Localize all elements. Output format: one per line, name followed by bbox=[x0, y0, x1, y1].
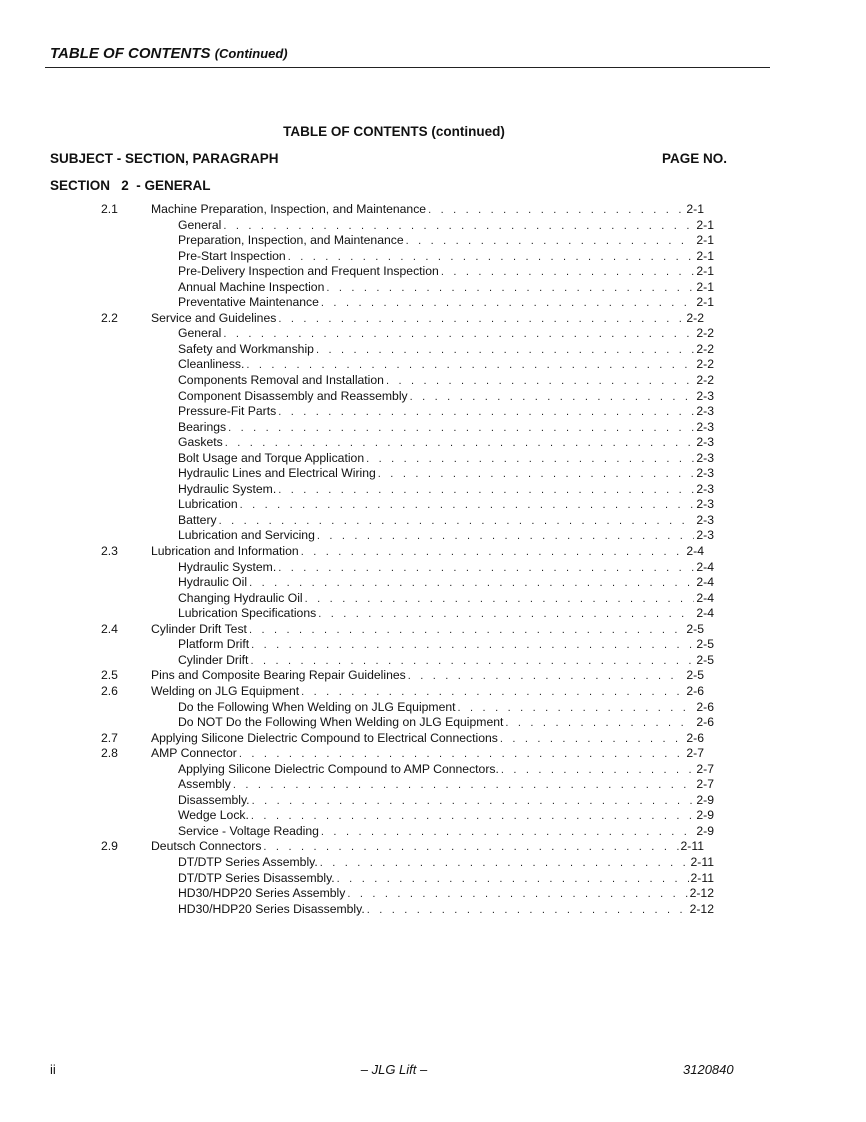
dot-leader bbox=[408, 669, 685, 685]
dot-leader bbox=[278, 312, 684, 328]
running-header bbox=[50, 45, 288, 62]
toc-entry-link[interactable] bbox=[178, 295, 714, 312]
toc-row bbox=[0, 342, 866, 358]
toc-entry-title: Service and Guidelines bbox=[151, 310, 277, 325]
toc-row bbox=[0, 886, 866, 902]
toc-section-number: 2.2 bbox=[101, 310, 118, 325]
toc-row bbox=[0, 513, 866, 529]
toc-list bbox=[0, 202, 866, 917]
footer-doc-number: 3120840 bbox=[683, 1062, 734, 1077]
toc-section-number: 2.9 bbox=[101, 839, 118, 854]
toc-entry-link[interactable] bbox=[178, 280, 714, 297]
footer-brand: – JLG Lift – bbox=[360, 1062, 428, 1077]
toc-entry-title: Cleanliness. bbox=[178, 357, 245, 372]
toc-row bbox=[0, 357, 866, 373]
toc-page-number: 2-2 bbox=[696, 373, 714, 388]
toc-page-number: 2-1 bbox=[686, 202, 704, 216]
toc-entry-link[interactable] bbox=[178, 653, 714, 670]
toc-row bbox=[0, 622, 866, 638]
toc-row bbox=[0, 684, 866, 700]
dot-leader bbox=[263, 840, 678, 856]
toc-entry-link[interactable] bbox=[178, 606, 714, 623]
toc-entry-title: Bearings bbox=[178, 419, 227, 434]
toc-entry-title: Hydraulic System. bbox=[178, 481, 277, 496]
toc-page-number: 2-3 bbox=[696, 497, 714, 512]
toc-page-number: 2-3 bbox=[696, 404, 714, 419]
toc-row bbox=[0, 777, 866, 793]
toc-entry-link[interactable] bbox=[178, 855, 714, 872]
toc-entry-title: Changing Hydraulic Oil bbox=[178, 590, 303, 605]
dot-leader bbox=[225, 436, 695, 452]
toc-page-number: 2-5 bbox=[696, 637, 714, 652]
toc-page-number: 2-1 bbox=[696, 248, 714, 263]
toc-row bbox=[0, 855, 866, 871]
toc-row bbox=[0, 606, 866, 622]
toc-page-number: 2-3 bbox=[696, 528, 714, 543]
toc-entry-title: Disassembly. bbox=[178, 792, 250, 807]
toc-entry-link[interactable] bbox=[178, 886, 714, 903]
toc-entry-link[interactable] bbox=[178, 249, 714, 266]
toc-row bbox=[0, 466, 866, 482]
dot-leader bbox=[386, 374, 694, 390]
toc-page-number: 2-9 bbox=[696, 792, 714, 807]
toc-entry-link[interactable] bbox=[178, 420, 714, 437]
toc-row bbox=[0, 871, 866, 887]
toc-entry-link[interactable] bbox=[178, 560, 714, 577]
toc-entry-title: Bolt Usage and Torque Application bbox=[178, 450, 365, 465]
toc-page-number: 2-3 bbox=[696, 481, 714, 496]
dot-leader bbox=[233, 778, 695, 794]
dot-leader bbox=[240, 498, 695, 514]
toc-page-number: 2-3 bbox=[696, 419, 714, 434]
toc-row bbox=[0, 451, 866, 467]
toc-page-number: 2-6 bbox=[696, 699, 714, 714]
toc-entry-title: Gaskets bbox=[178, 435, 223, 450]
dot-leader bbox=[250, 654, 694, 670]
dot-leader bbox=[318, 607, 694, 623]
toc-entry-link[interactable] bbox=[178, 373, 714, 390]
toc-entry-link[interactable] bbox=[178, 824, 714, 841]
column-header-subject: SUBJECT - SECTION, PARAGRAPH bbox=[50, 151, 279, 166]
toc-entry-link[interactable] bbox=[178, 326, 714, 343]
running-header-continued: (Continued) bbox=[214, 46, 288, 61]
toc-page-number: 2-6 bbox=[696, 715, 714, 730]
dot-leader bbox=[320, 856, 689, 872]
toc-entry-title: Lubrication and Servicing bbox=[178, 528, 315, 543]
toc-page-number: 2-5 bbox=[686, 668, 704, 683]
toc-entry-title: DT/DTP Series Assembly. bbox=[178, 854, 318, 869]
toc-entry-link[interactable] bbox=[178, 902, 714, 919]
toc-page-number: 2-2 bbox=[696, 357, 714, 372]
toc-entry-title: Hydraulic Lines and Electrical Wiring bbox=[178, 466, 376, 481]
toc-page-number: 2-1 bbox=[696, 279, 714, 294]
column-header-page: PAGE NO. bbox=[662, 151, 728, 166]
dot-leader bbox=[278, 483, 694, 499]
toc-page-number: 2-4 bbox=[696, 575, 714, 590]
toc-page-number: 2-4 bbox=[696, 590, 714, 605]
toc-row bbox=[0, 653, 866, 669]
dot-leader bbox=[223, 219, 694, 235]
toc-row bbox=[0, 808, 866, 824]
toc-row bbox=[0, 326, 866, 342]
toc-entry-link[interactable] bbox=[178, 218, 714, 235]
toc-row bbox=[0, 311, 866, 327]
dot-leader bbox=[249, 623, 684, 639]
toc-entry-title: Components Removal and Installation bbox=[178, 373, 384, 388]
toc-entry-title: Do NOT Do the Following When Welding on JLG Equipment bbox=[178, 715, 504, 730]
toc-entry-link[interactable] bbox=[178, 715, 714, 732]
dot-leader bbox=[406, 234, 695, 250]
dot-leader bbox=[500, 732, 685, 748]
dot-leader bbox=[316, 343, 694, 359]
dot-leader bbox=[321, 296, 694, 312]
toc-entry-title: General bbox=[178, 217, 222, 232]
toc-entry-link[interactable] bbox=[178, 264, 714, 281]
toc-section-number: 2.5 bbox=[101, 668, 118, 683]
dot-leader bbox=[278, 561, 694, 577]
toc-entry-title: Cylinder Drift Test bbox=[151, 621, 247, 636]
toc-row bbox=[0, 839, 866, 855]
dot-leader bbox=[367, 903, 688, 919]
toc-entry-title: Deutsch Connectors bbox=[151, 839, 262, 854]
toc-entry-title: Hydraulic Oil bbox=[178, 575, 248, 590]
toc-entry-title: Battery bbox=[178, 512, 217, 527]
toc-page-number: 2-11 bbox=[680, 839, 704, 854]
toc-entry-link[interactable] bbox=[178, 233, 714, 250]
toc-entry-link[interactable] bbox=[178, 591, 714, 608]
toc-entry-title: Component Disassembly and Reassembly bbox=[178, 388, 408, 403]
toc-entry-link[interactable] bbox=[178, 762, 714, 779]
toc-entry-title: Platform Drift bbox=[178, 637, 250, 652]
toc-entry-link[interactable] bbox=[178, 482, 714, 499]
dot-leader bbox=[252, 794, 695, 810]
toc-section-number: 2.6 bbox=[101, 683, 118, 698]
toc-section-number: 2.3 bbox=[101, 544, 118, 559]
toc-entry-title: Pre-Start Inspection bbox=[178, 248, 286, 263]
toc-row bbox=[0, 482, 866, 498]
header-rule bbox=[45, 67, 770, 68]
toc-section-number: 2.8 bbox=[101, 746, 118, 761]
toc-entry-link[interactable] bbox=[151, 544, 704, 561]
dot-leader bbox=[366, 452, 694, 468]
running-header-title: TABLE OF CONTENTS bbox=[50, 45, 211, 62]
toc-page-number: 2-4 bbox=[686, 544, 704, 559]
toc-row bbox=[0, 715, 866, 731]
toc-entry-title: HD30/HDP20 Series Assembly bbox=[178, 886, 346, 901]
toc-row bbox=[0, 637, 866, 653]
toc-entry-link[interactable] bbox=[151, 684, 704, 701]
toc-row bbox=[0, 233, 866, 249]
toc-entry-link[interactable] bbox=[178, 404, 714, 421]
toc-page-number: 2-1 bbox=[696, 233, 714, 248]
toc-entry-title: Lubrication and Information bbox=[151, 544, 299, 559]
dot-leader bbox=[441, 265, 695, 281]
toc-row bbox=[0, 700, 866, 716]
dot-leader bbox=[321, 825, 694, 841]
toc-row bbox=[0, 389, 866, 405]
toc-page-number: 2-2 bbox=[696, 341, 714, 356]
toc-section-number: 2.1 bbox=[101, 202, 118, 216]
toc-page-number: 2-6 bbox=[686, 730, 704, 745]
toc-page-number: 2-9 bbox=[696, 808, 714, 823]
toc-entry-link[interactable] bbox=[151, 202, 704, 219]
toc-page-number: 2-11 bbox=[690, 854, 714, 869]
footer-page-number: ii bbox=[50, 1062, 56, 1077]
toc-row bbox=[0, 793, 866, 809]
toc-entry-link[interactable] bbox=[178, 466, 714, 483]
toc-row bbox=[0, 762, 866, 778]
toc-entry-link[interactable] bbox=[178, 793, 714, 810]
toc-page-number: 2-6 bbox=[686, 683, 704, 698]
section-title: SECTION 2 - GENERAL bbox=[50, 178, 211, 193]
toc-entry-link[interactable] bbox=[178, 342, 714, 359]
toc-row bbox=[0, 824, 866, 840]
toc-title: TABLE OF CONTENTS (continued) bbox=[283, 124, 505, 139]
toc-page-number: 2-1 bbox=[696, 264, 714, 279]
toc-entry-title: Do the Following When Welding on JLG Equipment bbox=[178, 699, 456, 714]
toc-entry-link[interactable] bbox=[151, 731, 704, 748]
toc-page-number: 2-7 bbox=[686, 746, 704, 761]
dot-leader bbox=[317, 529, 695, 545]
dot-leader bbox=[219, 514, 695, 530]
toc-entry-link[interactable] bbox=[178, 528, 714, 545]
toc-entry-title: Service - Voltage Reading bbox=[178, 823, 319, 838]
toc-entry-link[interactable] bbox=[151, 622, 704, 639]
toc-row bbox=[0, 668, 866, 684]
toc-page-number: 2-3 bbox=[696, 512, 714, 527]
dot-leader bbox=[410, 390, 695, 406]
dot-leader bbox=[251, 638, 694, 654]
dot-leader bbox=[505, 716, 694, 732]
dot-leader bbox=[337, 872, 689, 888]
dot-leader bbox=[239, 747, 685, 763]
dot-leader bbox=[278, 405, 694, 421]
toc-entry-title: Applying Silicone Dielectric Compound to AMP Connectors. bbox=[178, 761, 499, 776]
toc-row bbox=[0, 497, 866, 513]
toc-entry-link[interactable] bbox=[178, 700, 714, 717]
toc-entry-title: Hydraulic System. bbox=[178, 559, 277, 574]
toc-entry-title: Preventative Maintenance bbox=[178, 295, 319, 310]
dot-leader bbox=[251, 809, 694, 825]
toc-page-number: 2-12 bbox=[689, 901, 714, 916]
toc-entry-link[interactable] bbox=[178, 357, 714, 374]
toc-entry-link[interactable] bbox=[178, 637, 714, 654]
toc-entry-title: Machine Preparation, Inspection, and Maintenance bbox=[151, 202, 427, 216]
toc-row bbox=[0, 435, 866, 451]
toc-entry-title: General bbox=[178, 326, 222, 341]
toc-section-number: 2.7 bbox=[101, 730, 118, 745]
toc-entry-title: Safety and Workmanship bbox=[178, 341, 314, 356]
toc-page-number: 2-9 bbox=[696, 823, 714, 838]
toc-row bbox=[0, 202, 866, 218]
toc-entry-link[interactable] bbox=[151, 668, 704, 685]
toc-row bbox=[0, 373, 866, 389]
toc-entry-link[interactable] bbox=[151, 746, 704, 763]
toc-entry-link[interactable] bbox=[178, 513, 714, 530]
toc-entry-title: Lubrication bbox=[178, 497, 238, 512]
toc-entry-title: Annual Machine Inspection bbox=[178, 279, 325, 294]
toc-page-number: 2-1 bbox=[696, 295, 714, 310]
toc-entry-link[interactable] bbox=[178, 575, 714, 592]
toc-page-number: 2-3 bbox=[696, 388, 714, 403]
toc-entry-title: Cylinder Drift bbox=[178, 652, 249, 667]
toc-section-number: 2.4 bbox=[101, 621, 118, 636]
toc-row bbox=[0, 544, 866, 560]
toc-entry-link[interactable] bbox=[151, 839, 704, 856]
toc-page-number: 2-11 bbox=[690, 870, 714, 885]
toc-page-number: 2-3 bbox=[696, 435, 714, 450]
toc-entry-link[interactable] bbox=[178, 777, 714, 794]
toc-page-number: 2-4 bbox=[696, 606, 714, 621]
dot-leader bbox=[223, 327, 694, 343]
toc-page-number: 2-7 bbox=[696, 761, 714, 776]
toc-entry-link[interactable] bbox=[178, 389, 714, 406]
toc-page-number: 2-5 bbox=[696, 652, 714, 667]
dot-leader bbox=[501, 763, 695, 779]
toc-entry-title: HD30/HDP20 Series Disassembly. bbox=[178, 901, 365, 916]
toc-row bbox=[0, 249, 866, 265]
toc-row bbox=[0, 280, 866, 296]
toc-entry-link[interactable] bbox=[178, 451, 714, 468]
toc-entry-title: Welding on JLG Equipment bbox=[151, 683, 300, 698]
toc-entry-link[interactable] bbox=[178, 871, 714, 888]
dot-leader bbox=[288, 250, 695, 266]
toc-page-number: 2-2 bbox=[686, 310, 704, 325]
dot-leader bbox=[458, 701, 695, 717]
toc-page-number: 2-3 bbox=[696, 466, 714, 481]
dot-leader bbox=[301, 545, 685, 561]
dot-leader bbox=[305, 592, 695, 608]
toc-entry-title: DT/DTP Series Disassembly. bbox=[178, 870, 335, 885]
toc-row bbox=[0, 746, 866, 762]
toc-row bbox=[0, 420, 866, 436]
dot-leader bbox=[301, 685, 684, 701]
dot-leader bbox=[378, 467, 695, 483]
toc-row bbox=[0, 591, 866, 607]
toc-entry-title: Wedge Lock. bbox=[178, 808, 249, 823]
toc-entry-title: AMP Connector bbox=[151, 746, 237, 761]
dot-leader bbox=[246, 358, 694, 374]
toc-entry-link[interactable] bbox=[178, 808, 714, 825]
toc-entry-title: Assembly bbox=[178, 777, 231, 792]
toc-page-number: 2-3 bbox=[696, 450, 714, 465]
toc-page-number: 2-4 bbox=[696, 559, 714, 574]
toc-entry-title: Applying Silicone Dielectric Compound to Electrical Connections bbox=[151, 730, 498, 745]
toc-entry-title: Pressure-Fit Parts bbox=[178, 404, 277, 419]
toc-row bbox=[0, 575, 866, 591]
dot-leader bbox=[249, 576, 694, 592]
toc-page-number: 2-1 bbox=[696, 217, 714, 232]
toc-row bbox=[0, 264, 866, 280]
toc-entry-title: Pins and Composite Bearing Repair Guidelines bbox=[151, 668, 406, 683]
toc-entry-title: Pre-Delivery Inspection and Frequent Inspection bbox=[178, 264, 439, 279]
toc-row bbox=[0, 528, 866, 544]
dot-leader bbox=[326, 281, 694, 297]
toc-entry-link[interactable] bbox=[178, 497, 714, 514]
dot-leader bbox=[428, 203, 684, 219]
toc-entry-title: Preparation, Inspection, and Maintenance bbox=[178, 233, 404, 248]
toc-page-number: 2-12 bbox=[689, 886, 714, 901]
toc-entry-link[interactable] bbox=[151, 311, 704, 328]
toc-row bbox=[0, 560, 866, 576]
dot-leader bbox=[228, 421, 694, 437]
toc-page-number: 2-2 bbox=[696, 326, 714, 341]
toc-row bbox=[0, 404, 866, 420]
toc-entry-link[interactable] bbox=[178, 435, 714, 452]
toc-page-number: 2-7 bbox=[696, 777, 714, 792]
toc-row bbox=[0, 295, 866, 311]
toc-page-number: 2-5 bbox=[686, 621, 704, 636]
toc-row bbox=[0, 731, 866, 747]
toc-entry-title: Lubrication Specifications bbox=[178, 606, 317, 621]
toc-row bbox=[0, 902, 866, 918]
toc-row bbox=[0, 218, 866, 234]
dot-leader bbox=[347, 887, 687, 903]
